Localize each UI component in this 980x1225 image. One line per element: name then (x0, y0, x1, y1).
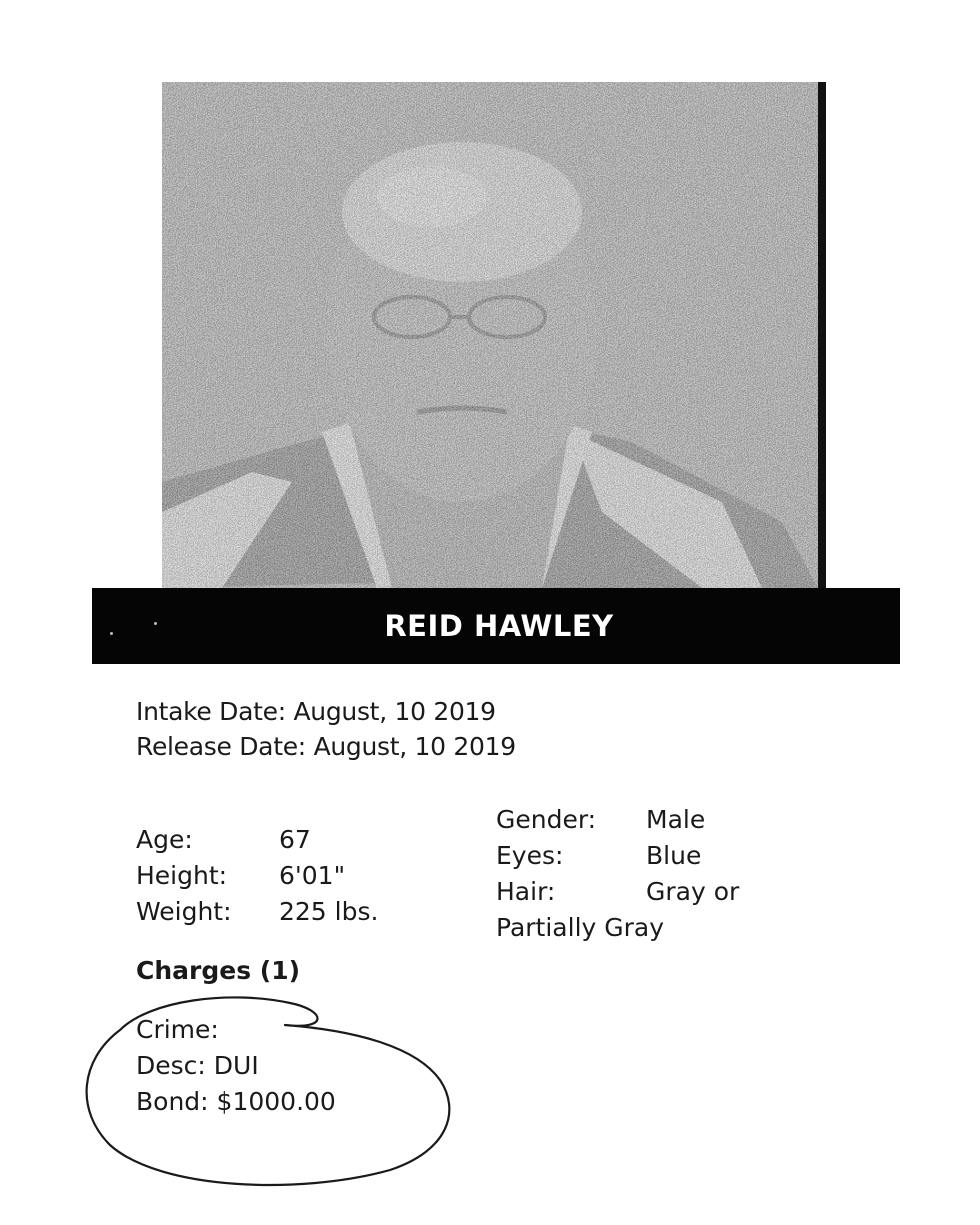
age-label: Age: (136, 825, 193, 854)
mugshot-image (162, 82, 818, 588)
bond-row (136, 1084, 336, 1120)
height-label: Height: (136, 861, 228, 890)
physical-attributes-left (136, 822, 378, 930)
crime-row (136, 1012, 336, 1048)
booking-photo (162, 82, 818, 588)
release-date-row (136, 729, 516, 764)
inmate-name: REID HAWLEY (384, 609, 614, 643)
name-banner (92, 588, 900, 664)
age-row (136, 822, 378, 858)
scan-speck (110, 632, 113, 635)
age-value: 67 (279, 825, 311, 854)
weight-row (136, 894, 378, 930)
bond-label: Bond: (136, 1087, 209, 1116)
gender-value: Male (646, 805, 706, 834)
gender-label: Gender: (496, 805, 597, 834)
hair-label: Hair: (496, 877, 556, 906)
desc-value: DUI (213, 1051, 259, 1080)
eyes-label: Eyes: (496, 841, 564, 870)
intake-date-label: Intake Date: (136, 697, 286, 726)
intake-date-row (136, 694, 516, 729)
gender-row (496, 802, 786, 838)
bond-value: $1000.00 (216, 1087, 336, 1116)
charges-heading: Charges (1) (136, 956, 301, 985)
photo-border (818, 82, 826, 588)
hair-row (496, 874, 786, 910)
crime-label: Crime: (136, 1015, 219, 1044)
release-date-label: Release Date: (136, 732, 306, 761)
charge-details (136, 1012, 336, 1120)
hair-value-continued: Partially Gray (496, 913, 665, 942)
height-value: 6'01" (279, 861, 346, 890)
hair-value: Gray or (646, 877, 740, 906)
release-date-value: August, 10 2019 (313, 732, 516, 761)
scan-speck (154, 622, 157, 625)
desc-row (136, 1048, 336, 1084)
eyes-row (496, 838, 786, 874)
height-row (136, 858, 378, 894)
desc-label: Desc: (136, 1051, 206, 1080)
physical-attributes-right (496, 802, 786, 946)
booking-dates (136, 694, 516, 764)
weight-label: Weight: (136, 897, 232, 926)
eyes-value: Blue (646, 841, 702, 870)
intake-date-value: August, 10 2019 (293, 697, 496, 726)
weight-value: 225 lbs. (279, 897, 379, 926)
